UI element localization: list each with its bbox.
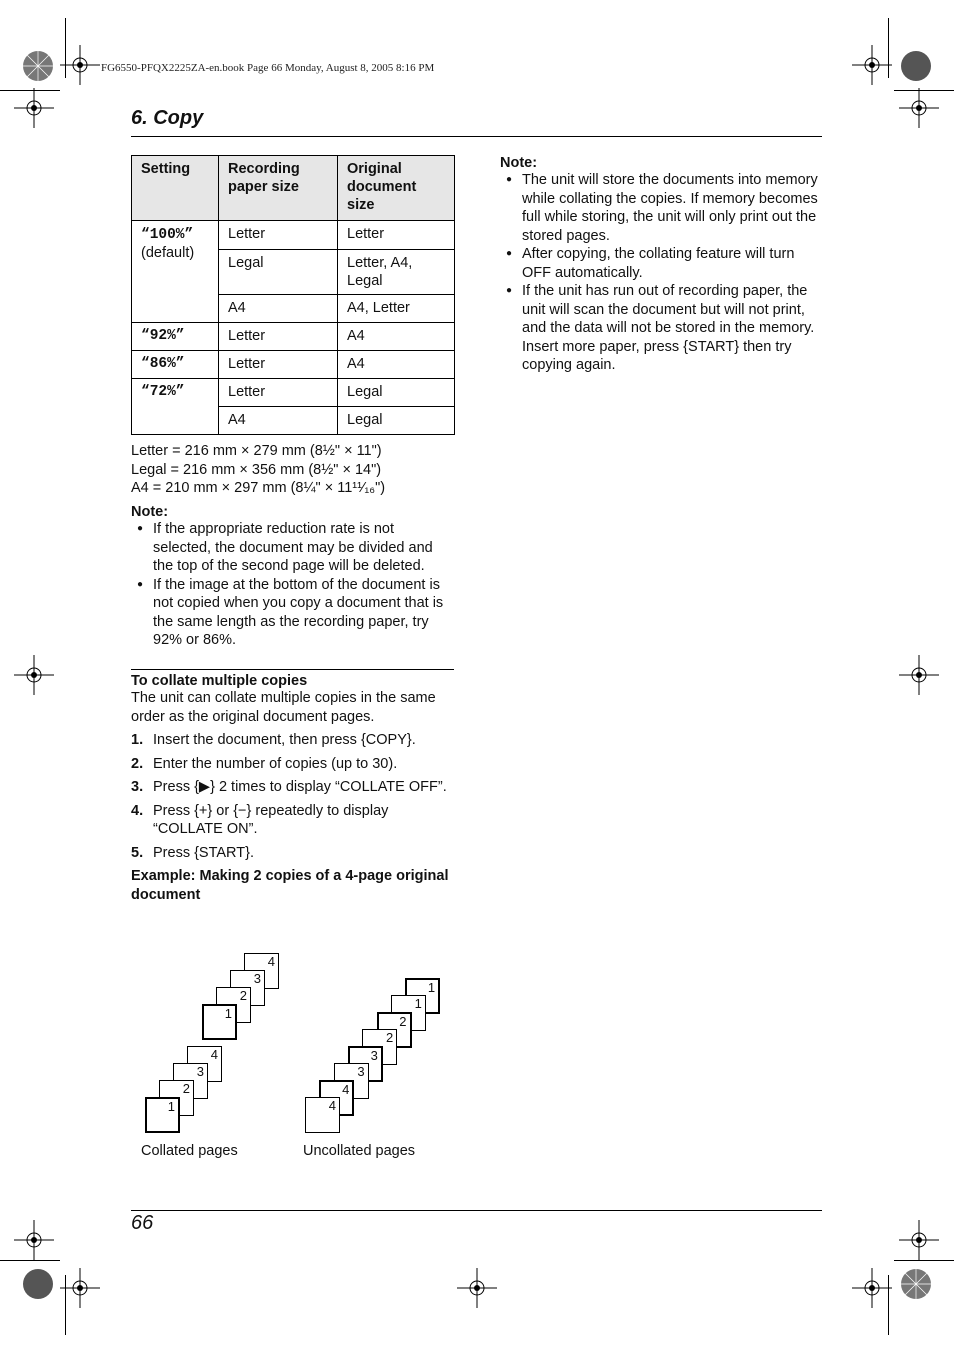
original-cell: Legal (338, 379, 455, 407)
trim-line (888, 1275, 889, 1335)
step-text: Insert the document, then press {COPY}. (153, 732, 416, 748)
page-number-label: 3 (357, 1064, 365, 1079)
trim-line (0, 90, 60, 91)
note-item: ● If the image at the bottom of the document is not copied when you copy a document that is the same length as the recording paper, try 92% or 86%. (131, 576, 455, 650)
step: 1. Insert the document, then press {COPY}. (131, 732, 416, 748)
paper-cell: Legal (219, 250, 338, 295)
collate-heading: To collate multiple copies (131, 673, 308, 689)
paper-size-list (131, 442, 385, 498)
original-cell: A4 (338, 323, 455, 351)
page-number-label: 1 (414, 996, 422, 1011)
page-number: 66 (131, 1212, 154, 1234)
crosshair-mark (14, 655, 54, 695)
note-item: ● If the unit has run out of recording paper, the unit will scan the document but will not print, and the data will not be stored in the memory. Insert more paper, press {START} then try copying again. (500, 282, 822, 375)
step-text: Press {+} or {−} repeatedly to display “COLLATE ON”. (153, 802, 389, 837)
collate-section (131, 673, 455, 904)
crosshair-mark (60, 1268, 100, 1308)
step-text: Enter the number of copies (up to 30). (153, 755, 398, 772)
registration-mark-bottom-right (900, 1268, 932, 1300)
page-number-label: 1 (427, 980, 436, 995)
crosshair-mark (60, 45, 100, 85)
page-number-label: 3 (253, 971, 261, 986)
table-header-row (132, 156, 455, 221)
paper-cell: Letter (219, 323, 338, 351)
trim-line (888, 18, 889, 78)
page-number-label: 4 (328, 1098, 336, 1113)
subsection-divider (131, 669, 454, 670)
setting-cell: “92%” (132, 323, 219, 351)
original-cell: A4, Letter (338, 295, 455, 323)
paper-cell: Letter (219, 351, 338, 379)
table-row (132, 379, 455, 407)
note-item: ● The unit will store the documents into memory while collating the copies. If memory becomes full while storing, the unit will only print out the stored pages. (500, 171, 822, 245)
note-list (500, 171, 822, 375)
crosshair-mark (852, 45, 892, 85)
crosshair-mark (852, 1268, 892, 1308)
page-number-label: 1 (224, 1006, 232, 1021)
page-number-label: 3 (370, 1048, 378, 1063)
table-row (132, 351, 455, 379)
crosshair-mark (899, 88, 939, 128)
page-number-label: 2 (239, 988, 247, 1003)
letter-size: Letter = 216 mm × 279 mm (8½" × 11") (131, 443, 382, 459)
setting-cell: “72%” (132, 379, 219, 435)
note-item: ● If the appropriate reduction rate is not selected, the document may be divided and the top of the second page will be deleted. (131, 520, 455, 576)
page-number-label: 1 (167, 1099, 175, 1114)
a4-size: A4 = 210 mm × 297 mm (8¼" × 11¹¹⁄₁₆") (131, 480, 386, 496)
column-header: Setting (132, 156, 219, 221)
crosshair-mark (14, 88, 54, 128)
trim-line (65, 1275, 66, 1335)
page-number-label: 4 (210, 1047, 218, 1062)
crosshair-mark (457, 1268, 497, 1308)
collated-caption: Collated pages (141, 1143, 238, 1159)
original-cell: Letter (338, 221, 455, 250)
paper-cell: Letter (219, 379, 338, 407)
note-item: ● After copying, the collating feature will turn OFF automatically. (500, 245, 822, 282)
right-note (500, 155, 822, 375)
footer-divider (131, 1210, 822, 1211)
uncollated-caption: Uncollated pages (303, 1143, 416, 1159)
page-sheet (202, 1004, 237, 1040)
trim-line (65, 18, 66, 78)
original-cell: Letter, A4, Legal (338, 250, 455, 295)
header-divider (131, 136, 822, 137)
crosshair-mark (899, 655, 939, 695)
step: 3. Press {▶} 2 times to display “COLLATE OFF”. (131, 779, 447, 795)
table-row (132, 323, 455, 351)
paper-cell: A4 (219, 295, 338, 323)
collate-steps (131, 731, 455, 862)
page-sheet (305, 1097, 340, 1133)
page-number-label: 4 (342, 1082, 350, 1097)
registration-mark-top-left (22, 50, 54, 82)
legal-size: Legal = 216 mm × 356 mm (8½" × 14") (131, 461, 382, 478)
file-info: FG6550-PFQX2225ZA-en.book Page 66 Monday, August 8, 2005 8:16 PM (101, 62, 435, 74)
registration-mark-top-right (900, 50, 932, 82)
step: 5. Press {START}. (131, 844, 254, 861)
paper-cell: A4 (219, 407, 338, 435)
note-list (131, 520, 455, 650)
column-header: Original document size (338, 156, 455, 221)
page-sheet (145, 1097, 180, 1133)
note-heading: Note: (500, 155, 538, 171)
page-number-label: 3 (196, 1064, 204, 1079)
setting-cell: “86%” (132, 351, 219, 379)
trim-line (0, 1260, 60, 1261)
setting-cell: “100%” (default) (132, 221, 219, 323)
reduction-table (131, 155, 455, 435)
trim-line (894, 90, 954, 91)
step-text: Press {▶} 2 times to display “COLLATE OFF”. (153, 779, 447, 795)
paper-cell: Letter (219, 221, 338, 250)
section-title: 6. Copy (131, 107, 204, 129)
crosshair-mark (14, 1220, 54, 1260)
trim-line (894, 1260, 954, 1261)
step: 2. Enter the number of copies (up to 30). (131, 755, 398, 772)
page-number-label: 4 (267, 954, 275, 969)
original-cell: Legal (338, 407, 455, 435)
left-note (131, 504, 455, 650)
page-number-label: 2 (182, 1081, 190, 1096)
step: 4. Press {+} or {−} repeatedly to display “COLLATE ON”. (131, 802, 389, 837)
page-number-label: 2 (385, 1030, 394, 1045)
column-header: Recording paper size (219, 156, 338, 221)
crosshair-mark (899, 1220, 939, 1260)
page-number-label: 2 (399, 1014, 407, 1029)
note-heading: Note: (131, 504, 169, 520)
step-text: Press {START}. (153, 844, 254, 861)
registration-mark-bottom-left (22, 1268, 54, 1300)
collate-intro: The unit can collate multiple copies in the same order as the original document pages. (131, 690, 436, 725)
example-heading: Example: Making 2 copies of a 4-page original document (131, 868, 449, 903)
original-cell: A4 (338, 351, 455, 379)
table-row (132, 221, 455, 250)
